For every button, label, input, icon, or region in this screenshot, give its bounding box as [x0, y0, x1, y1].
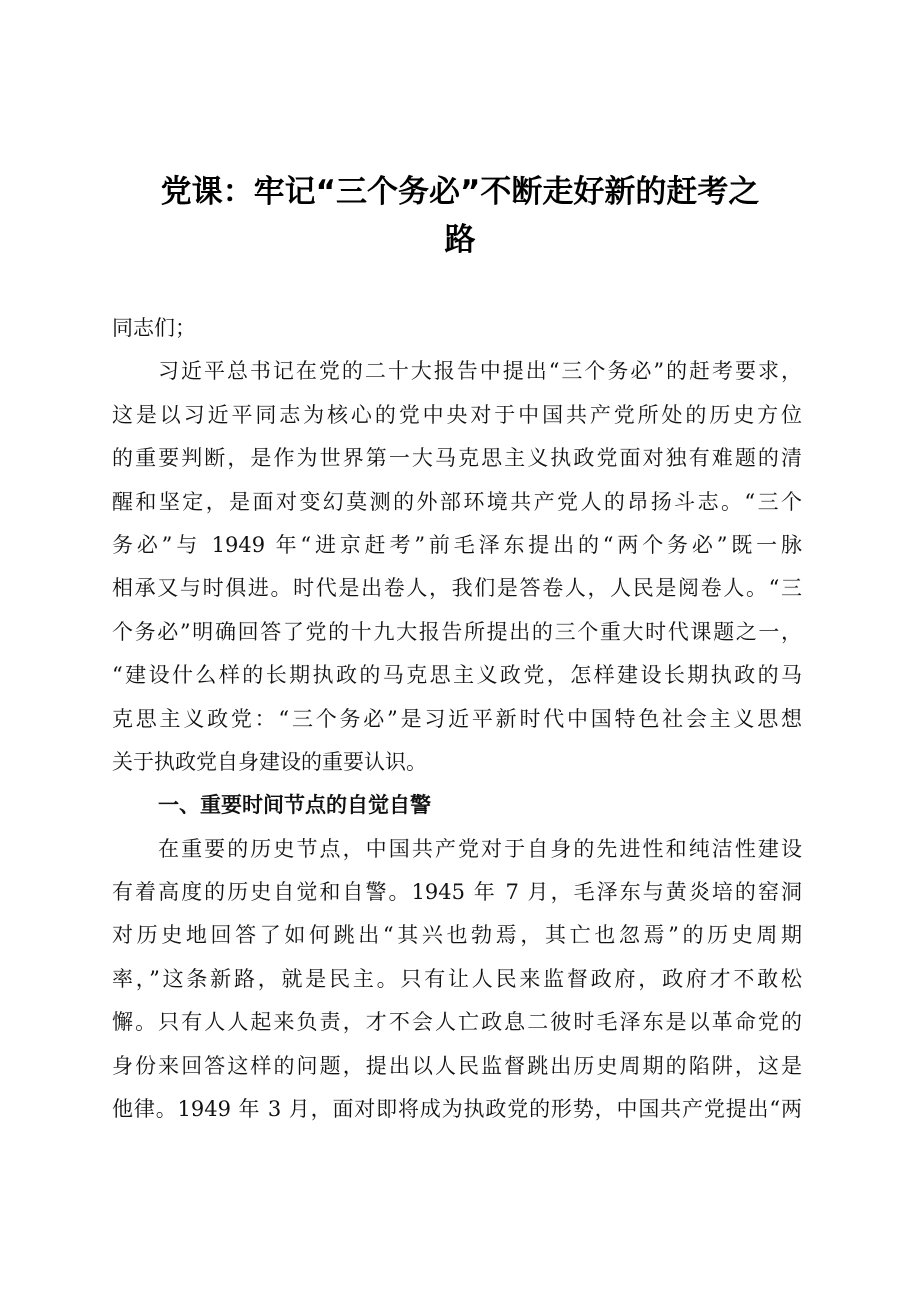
paragraph-line: “建设什么样的长期执政的马克思主义政党，怎样建设长期执政的马	[112, 663, 802, 688]
title-line-2: 路	[444, 222, 476, 258]
paragraph-1	[112, 350, 802, 784]
paragraph-line: 醒和坚定，是面对变幻莫测的外部环境共产党人的昂扬斗志。“三个	[112, 489, 802, 514]
paragraph-2	[112, 828, 802, 1132]
paragraph-line: 务必”与 1949 年“进京赶考”前毛泽东提出的“两个务必”既一脉	[112, 532, 802, 557]
paragraph-line: 关于执政党自身建设的重要认识。	[112, 749, 427, 774]
paragraph-line: 克思主义政党：“三个务必”是习近平新时代中国特色社会主义思想	[112, 706, 802, 731]
document-title	[110, 168, 810, 264]
salutation: 同志们；	[112, 316, 196, 340]
paragraph-line: 对历史地回答了如何跳出“其兴也勃焉，其亡也忽焉”的历史周期	[112, 923, 802, 948]
title-line-1: 党课：牢记“三个务必”不断走好新的赶考之	[160, 174, 760, 210]
paragraph-line: 这是以习近平同志为核心的党中央对于中国共产党所处的历史方位	[112, 402, 802, 427]
paragraph-line: 懈。只有人人起来负责，才不会人亡政息二彼时毛泽东是以革命党的	[112, 1010, 802, 1035]
paragraph-line: 个务必”明确回答了党的十九大报告所提出的三个重大时代课题之一，	[112, 619, 802, 644]
paragraph-line: 习近平总书记在党的二十大报告中提出“三个务必”的赶考要求，	[158, 359, 802, 384]
paragraph-line: 他律。1949 年 3 月，面对即将成为执政党的形势，中国共产党提出“两	[112, 1097, 802, 1122]
paragraph-line: 有着高度的历史自觉和自警。1945 年 7 月，毛泽东与黄炎培的窑洞	[112, 880, 802, 905]
paragraph-line: 相承又与时俱进。时代是出卷人，我们是答卷人，人民是阅卷人。“三	[112, 576, 802, 601]
paragraph-line: 的重要判断，是作为世界第一大马克思主义执政党面对独有难题的清	[112, 446, 802, 471]
paragraph-line: 率，”这条新路，就是民主。只有让人民来监督政府，政府才不敢松	[112, 966, 802, 991]
document-body	[112, 307, 802, 1131]
paragraph-line: 身份来回答这样的问题，提出以人民监督跳出历史周期的陷阱，这是	[112, 1053, 802, 1078]
section-heading: 一、重要时间节点的自觉自警	[158, 793, 431, 818]
paragraph-line: 在重要的历史节点，中国共产党对于自身的先进性和纯洁性建设	[158, 836, 802, 861]
